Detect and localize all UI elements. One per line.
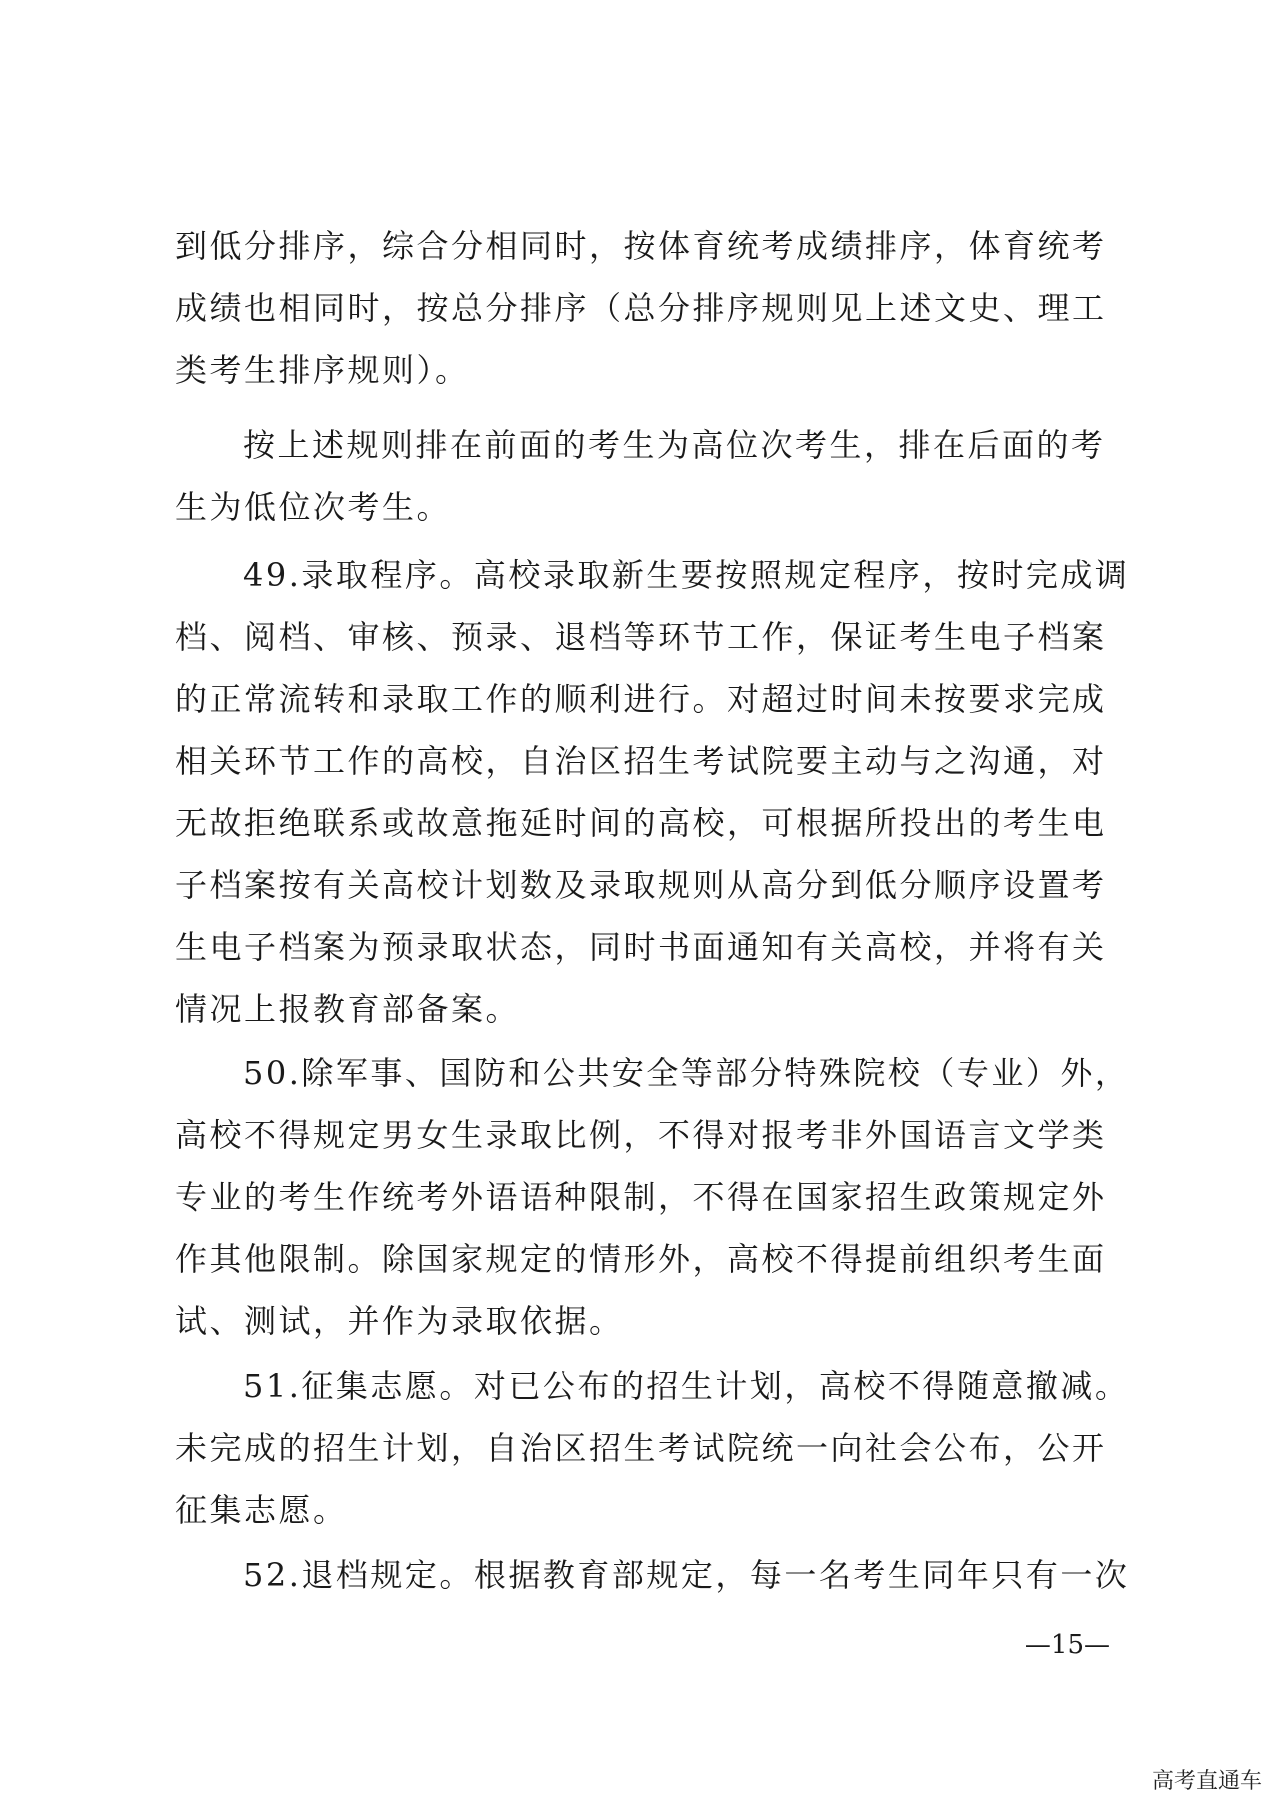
text-line: 的正常流转和录取工作的顺利进行。对超过时间未按要求完成 [175, 680, 1107, 718]
text-line: 50.除军事、国防和公共安全等部分特殊院校（专业）外， [243, 1054, 1130, 1092]
text-line: 生电子档案为预录取状态，同时书面通知有关高校，并将有关 [175, 928, 1107, 966]
text-line: 未完成的招生计划，自治区招生考试院统一向社会公布，公开 [175, 1429, 1107, 1467]
text-line: 成绩也相同时，按总分排序（总分排序规则见上述文史、理工 [175, 289, 1107, 327]
text-line: 高校不得规定男女生录取比例，不得对报考非外国语言文学类 [175, 1116, 1107, 1154]
text-line: 作其他限制。除国家规定的情形外，高校不得提前组织考生面 [175, 1240, 1107, 1278]
text-line: 子档案按有关高校计划数及录取规则从高分到低分顺序设置考 [175, 866, 1107, 904]
text-line: 51.征集志愿。对已公布的招生计划，高校不得随意撤减。 [243, 1367, 1130, 1405]
watermark: 高考直通车 [1151, 1769, 1262, 1794]
text-line: 按上述规则排在前面的考生为高位次考生，排在后面的考 [243, 426, 1106, 464]
text-line: 49.录取程序。高校录取新生要按照规定程序，按时完成调 [243, 556, 1130, 594]
text-line: 试、测试，并作为录取依据。 [175, 1302, 624, 1340]
text-line: 无故拒绝联系或故意拖延时间的高校，可根据所投出的考生电 [175, 804, 1107, 842]
text-line: 52.退档规定。根据教育部规定，每一名考生同年只有一次 [243, 1556, 1130, 1594]
page-number: —15— [1024, 1630, 1110, 1660]
text-line: 征集志愿。 [175, 1491, 348, 1529]
text-line: 专业的考生作统考外语语种限制，不得在国家招生政策规定外 [175, 1178, 1107, 1216]
text-line: 生为低位次考生。 [175, 488, 452, 526]
text-line: 档、阅档、审核、预录、退档等环节工作，保证考生电子档案 [175, 618, 1107, 656]
text-line: 相关环节工作的高校，自治区招生考试院要主动与之沟通，对 [175, 742, 1107, 780]
text-line: 情况上报教育部备案。 [175, 990, 521, 1028]
text-line: 到低分排序，综合分相同时，按体育统考成绩排序，体育统考 [175, 227, 1107, 265]
text-line: 类考生排序规则）。 [175, 351, 470, 389]
